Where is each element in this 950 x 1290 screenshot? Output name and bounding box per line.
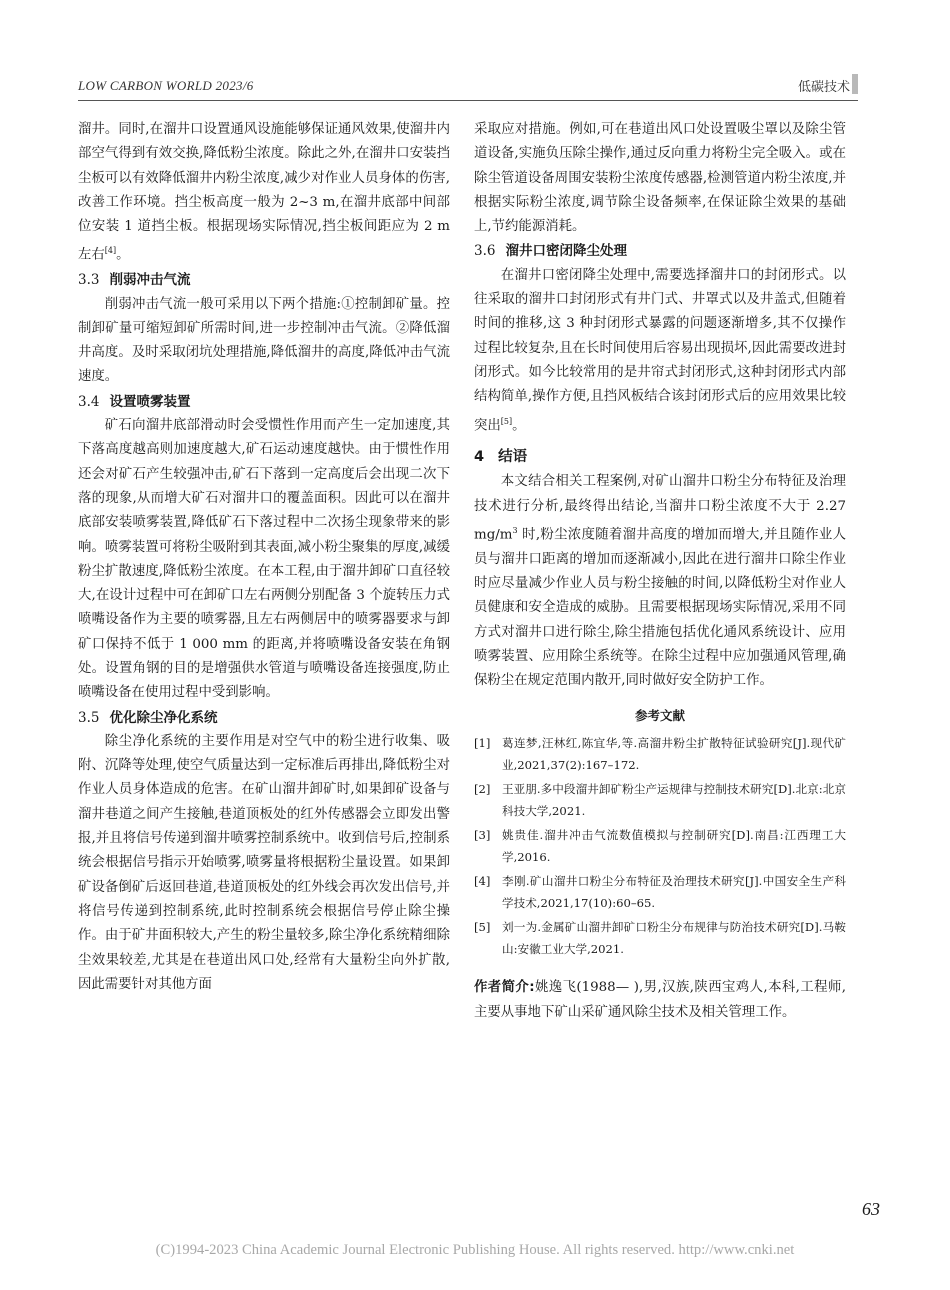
citation: [5] <box>500 416 513 426</box>
reference-number: [2] <box>474 782 491 797</box>
copyright-footer: (C)1994-2023 China Academic Journal Electronic Publishing House. All rights reserved. http://www.cnki.net <box>155 1242 795 1258</box>
section-number: 3.4 <box>78 393 100 410</box>
right-column <box>474 118 846 1038</box>
column-label: 低碳技术 <box>797 80 850 95</box>
section-title: 设置喷雾装置 <box>109 393 191 410</box>
header-accent-bar <box>852 74 858 94</box>
section-3-5-body: 除尘净化系统的主要作用是对空气中的粉尘进行收集、吸附、沉降等处理,使空气质量达到一定标准后再排出,降低粉尘对作业人员身体造成的危害。在矿山溜井卸矿时,如果卸矿设备与溜井巷道之间产生接触,巷道顶板处的红外传感器会立即发出警报,并且将信号传递到溜井喷雾控制系统中。收到信号后,控制系统会根据信号指示开始喷雾,喷雾量将根据粉尘量设置。如果卸矿设备倒矿后返回巷道,巷道顶板处的红外线会再次发出信号,并将信号传递到控制系统,此时控制系统会根据信号停止除尘操作。由于矿井面积较大,产生的粉尘量较多,除尘净化系统精细除尘效果较差,尤其是在巷道出风口处,经常有大量粉尘向外扩散,因此需要针对其他方面 <box>78 733 450 992</box>
section-title: 溜井口密闭降尘处理 <box>505 243 627 260</box>
author-bio <box>474 976 846 1025</box>
section-3-4-heading <box>78 390 450 414</box>
author-bio-label: 作者简介: <box>474 980 535 996</box>
paragraph-text: 时,粉尘浓度随着溜井高度的增加而增大,并且随作业人员与溜井口距离的增加而逐渐减小,因此在进行溜井口除尘作业时应尽量减少作业人员与粉尘接触的时间,以降低粉尘对作业人员健康和安全造成的威胁。且需要根据现场实际情况,采用不同方式对溜井口进行除尘,除尘措施包括优化通风系统设计、应用喷雾装置、应用除尘系统等。在除尘过程中应加强通风管理,确保粉尘在规定范围内散开,同时做好安全防护工作。 <box>474 527 846 689</box>
paragraph-text: 在溜井口密闭降尘处理中,需要选择溜井口的封闭形式。以往采取的溜井口封闭形式有井门式、井罩式以及井盖式,但随着时间的推移,这 3 种封闭形式暴露的问题逐渐增多,其不仅操作过程比较复杂,且在长时间使用后容易出现损坏,因此需要改进封闭形式。如今比较常用的是井帘式封闭形式,这种封闭形式内部结构简单,操作方便,且挡风板结合该封闭形式后的应用效果比较突出 <box>474 267 846 434</box>
reference-item <box>474 917 846 960</box>
paragraph-end: 。 <box>512 418 526 434</box>
paragraph-text: 溜井。同时,在溜井口设置通风设施能够保证通风效果,使溜井内部空气得到有效交换,降低粉尘浓度。除此之外,在溜井口安装挡尘板可以有效降低溜井内粉尘浓度,减少对作业人员身体的伤害,改善工作环境。挡尘板高度一般为 2~3 m,在溜井底部中间部位安装 1 道挡尘板。根据现场实际情况,挡尘板间距应为 2 m 左右 <box>78 122 450 263</box>
reference-number: [1] <box>474 736 491 751</box>
references-heading: 参考文献 <box>634 708 685 724</box>
section-3-4-body: 矿石向溜井底部滑动时会受惯性作用而产生一定加速度,其下落高度越高则加速度越大,矿石运动速度越快。由于惯性作用还会对矿石产生较强冲击,矿石下落到一定高度后会出现二次下落的现象,从而增大矿石对溜井口的覆盖面积。因此可以在溜井底部安装喷雾装置,降低矿石下落过程中二次扬尘现象带来的影响。喷雾装置可将粉尘吸附到其表面,减小粉尘聚集的厚度,减缓粉尘扩散速度,降低粉尘浓度。在本工程,由于溜井卸矿口直径较大,在设计过程中可在卸矿口左右两侧分别配备 3 个旋转压力式喷嘴设备作为主要的喷雾器,且左右两侧居中的喷雾器要求与卸矿口保持不低于 1 000 mm 的距离,并将喷嘴设备安装在角钢处。设置角钢的目的是增强供水管道与喷嘴设备连接强度,防止喷嘴设备在使用过程中受到影响。 <box>78 418 450 701</box>
section-3-5-heading <box>78 706 450 730</box>
section-title: 结语 <box>498 449 528 466</box>
paragraph-text: 本文结合相关工程案例,对矿山溜井口粉尘分布特征及治理技术进行分析,最终得出结论,当溜井口粉尘浓度不大于 2.27 mg/m <box>474 474 846 543</box>
reference-list <box>474 733 846 960</box>
section-title: 削弱冲击气流 <box>109 272 191 289</box>
section-title: 优化除尘净化系统 <box>109 709 218 726</box>
section-number: 4 <box>474 449 485 466</box>
reference-text: 刘一为.金属矿山溜井卸矿口粉尘分布规律与防治技术研究[D].马鞍山:安徽工业大学,2021. <box>502 920 846 956</box>
section-3-6-heading <box>474 239 846 263</box>
header-rule <box>78 100 858 101</box>
conclusion-body <box>474 470 846 693</box>
citation: [4] <box>104 246 117 256</box>
continued-paragraph <box>78 118 450 268</box>
section-number: 3.3 <box>78 272 100 289</box>
page-number: 63 <box>862 1199 880 1219</box>
journal-running-head: LOW CARBON WORLD 2023/6 <box>78 78 254 93</box>
left-column <box>78 118 450 997</box>
reference-text: 葛连梦,汪林红,陈宜华,等.高溜井粉尘扩散特征试验研究[J].现代矿业,2021,37(2):167–172. <box>502 736 846 772</box>
section-number: 3.6 <box>474 243 496 260</box>
reference-item <box>474 733 846 776</box>
reference-number: [4] <box>474 874 491 889</box>
reference-number: [3] <box>474 828 491 843</box>
author-bio-text: 姚逸飞(1988— ),男,汉族,陕西宝鸡人,本科,工程师,主要从事地下矿山采矿通风除尘技术及相关管理工作。 <box>474 980 847 1020</box>
reference-item <box>474 825 846 868</box>
section-3-6-body <box>474 264 846 439</box>
superscript: 3 <box>512 525 518 535</box>
section-number: 3.5 <box>78 709 100 726</box>
reference-number: [5] <box>474 920 491 935</box>
reference-item <box>474 871 846 914</box>
section-3-3-heading <box>78 268 450 292</box>
paragraph-end: 。 <box>116 247 130 263</box>
section-4-heading <box>474 444 846 470</box>
reference-text: 李刚.矿山溜井口粉尘分布特征及治理技术研究[J].中国安全生产科学技术,2021,17(10):60–65. <box>502 874 846 910</box>
section-3-3-body: 削弱冲击气流一般可采用以下两个措施:①控制卸矿量。控制卸矿量可缩短卸矿所需时间,进一步控制冲击气流。②降低溜井高度。及时采取闭坑处理措施,降低溜井的高度,降低冲击气流速度。 <box>78 296 450 385</box>
reference-item <box>474 779 846 822</box>
reference-text: 王亚朋.多中段溜井卸矿粉尘产运规律与控制技术研究[D].北京:北京科技大学,2021. <box>502 782 846 818</box>
continued-paragraph-right: 采取应对措施。例如,可在巷道出风口处设置吸尘罩以及除尘管道设备,实施负压除尘操作,通过反向重力将粉尘完全吸入。或在除尘管道设备周围安装粉尘浓度传感器,检测管道内粉尘浓度,并根据实际粉尘浓度,调节除尘设备频率,在保证除尘效果的基础上,节约能源消耗。 <box>474 122 846 235</box>
reference-text: 姚贵佳.溜井冲击气流数值模拟与控制研究[D].南昌:江西理工大学,2016. <box>502 828 846 864</box>
